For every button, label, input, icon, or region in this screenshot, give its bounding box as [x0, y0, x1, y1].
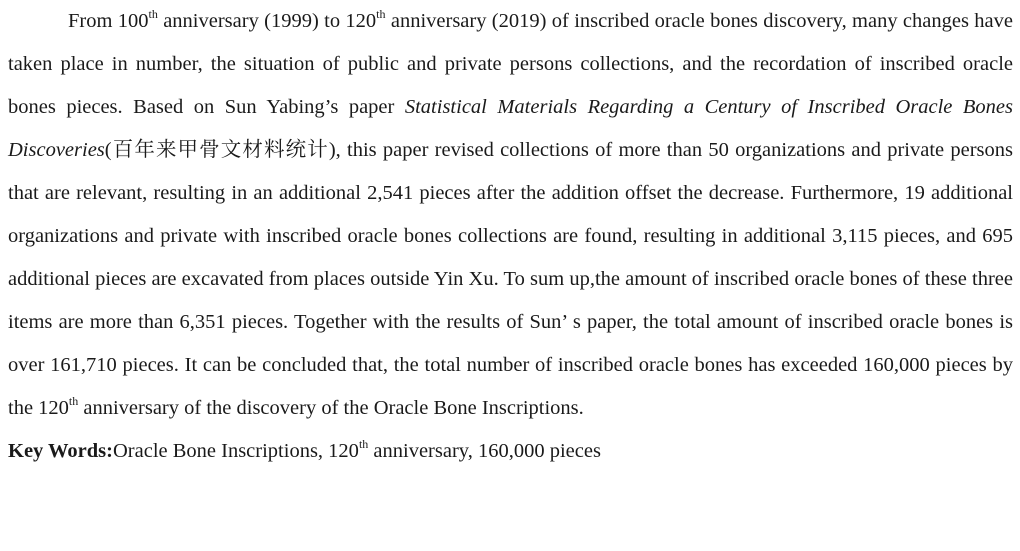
keywords-label: Key Words: [8, 440, 113, 462]
ordinal-suffix-1: th [148, 7, 158, 21]
keywords-text-1: Oracle Bone Inscriptions, 120 [112, 440, 359, 462]
keywords-text-2: anniversary, 160,000 pieces [368, 440, 601, 462]
abstract-text-3: anniversary (2019) of inscribed oracle bones discovery, many changes have taken place in number, the situation of public and private persons collections, and the recordation of inscribed oracle bones pieces. Based on Sun Yabing’s paper [8, 10, 1013, 118]
cited-paper-title: Statistical Materials Regarding a Century of Inscribed Oracle Bones Discoveries [8, 96, 1013, 161]
cited-paper-title-chinese: (百年来甲骨文材料统计) [104, 139, 336, 161]
keywords-ordinal-suffix: th [358, 437, 369, 451]
abstract-text-4: , this paper revised collections of more than 50 organizations and private persons that are relevant, resulting in an additional 2,541 pieces after the addition offset the decrease. Furthermore, 19 additional organizations and private with inscribed oracle bones collections are found, resulting in additional 3,115 pieces, and 695 additional pieces are excavated from places outside Yin Xu. To sum up,the amount of inscribed oracle bones of these three items are more than 6,351 pieces. Together with the results of Sun’ s paper, the total amount of inscribed oracle bones is over 161,710 pieces. It can be concluded that, the total number of inscribed oracle bones has exceeded 160,000 pieces by the 120 [8, 139, 1013, 419]
ordinal-suffix-3: th [68, 394, 79, 408]
abstract-text-5: anniversary of the discovery of the Oracle Bone Inscriptions. [78, 397, 584, 419]
abstract-text-2: anniversary (1999) to 120 [157, 10, 377, 32]
abstract-paragraph [8, 0, 1013, 430]
keywords-line [8, 430, 1013, 473]
abstract-text-1: From 100 [68, 10, 149, 32]
document-page [8, 0, 1013, 473]
ordinal-suffix-2: th [376, 7, 386, 21]
